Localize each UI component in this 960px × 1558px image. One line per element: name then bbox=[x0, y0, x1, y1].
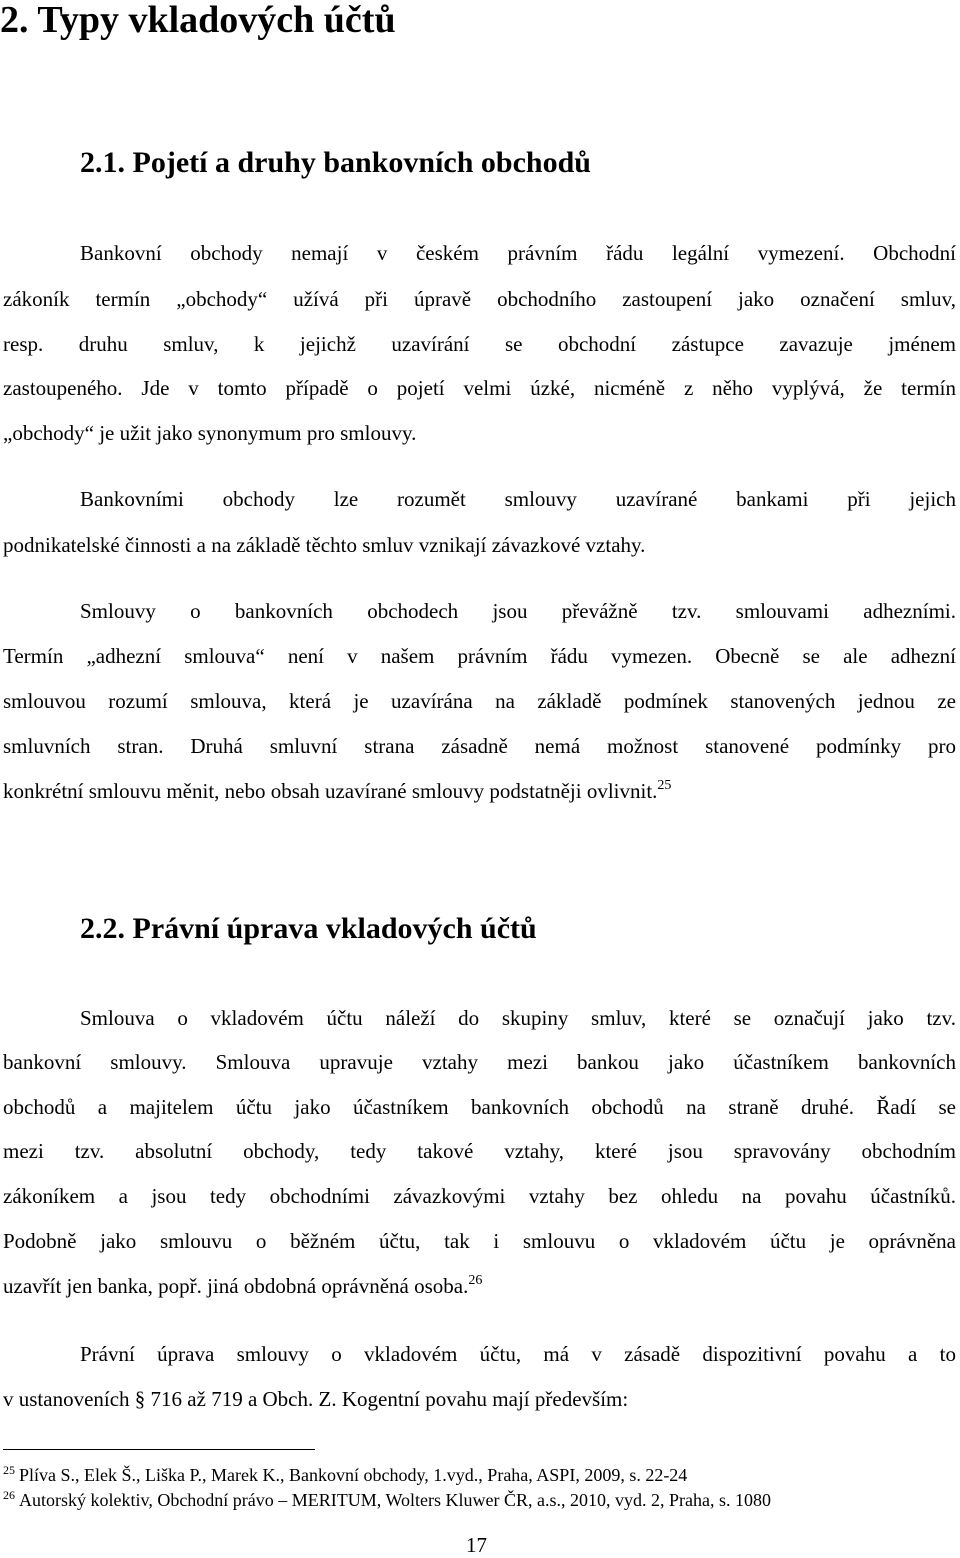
chapter-heading: 2. Typy vkladových účtů bbox=[0, 0, 396, 41]
section-title-2-1: 2.1. Pojetí a druhy bankovních obchodů bbox=[80, 146, 591, 179]
footnote-25 bbox=[3, 1464, 687, 1486]
paragraph-line-with-footnote bbox=[3, 777, 956, 805]
paragraph-line: Smlouvy o bankovních obchodech jsou převážně tzv. smlouvami adhezními. bbox=[80, 599, 956, 623]
page-number: 17 bbox=[466, 1533, 487, 1557]
footnote-number: 26 bbox=[3, 1488, 15, 1502]
paragraph-line: resp. druhu smluv, k jejichž uzavírání se obchodní zástupce zavazuje jménem bbox=[3, 332, 956, 356]
paragraph-line-with-footnote bbox=[3, 1272, 956, 1300]
paragraph-line: Právní úprava smlouvy o vkladovém účtu, má v zásadě dispozitivní povahu a to bbox=[80, 1342, 956, 1366]
paragraph-line: mezi tzv. absolutní obchody, tedy takové vztahy, které jsou spravovány obchodním bbox=[3, 1139, 956, 1163]
section-title-2-2: 2.2. Právní úprava vkladových účtů bbox=[80, 912, 537, 945]
paragraph-line: Bankovní obchody nemají v českém právním řádu legální vymezení. Obchodní bbox=[80, 241, 956, 265]
paragraph-line: bankovní smlouvy. Smlouva upravuje vztahy mezi bankou jako účastníkem bankovních bbox=[3, 1050, 956, 1074]
paragraph-line: smluvních stran. Druhá smluvní strana zásadně nemá možnost stanovené podmínky pro bbox=[3, 734, 956, 758]
paragraph-line: zákoníkem a jsou tedy obchodními závazkovými vztahy bez ohledu na povahu účastníků. bbox=[3, 1184, 956, 1208]
paragraph-text: konkrétní smlouvu měnit, nebo obsah uzavírané smlouvy podstatněji ovlivnit. bbox=[3, 779, 658, 803]
footnote-text: Plíva S., Elek Š., Liška P., Marek K., Bankovní obchody, 1.vyd., Praha, ASPI, 2009, s. 22-24 bbox=[19, 1465, 688, 1485]
paragraph-text: uzavřít jen banka, popř. jiná obdobná oprávněná osoba. bbox=[3, 1274, 469, 1298]
paragraph-line: „obchody“ je užit jako synonymum pro smlouvy. bbox=[3, 421, 417, 445]
paragraph-line: zastoupeného. Jde v tomto případě o pojetí velmi úzké, nicméně z něho vyplývá, že termín bbox=[3, 376, 956, 400]
paragraph-line: smlouvou rozumí smlouva, která je uzavírána na základě podmínek stanovených jednou ze bbox=[3, 689, 956, 713]
paragraph-line: Podobně jako smlouvu o běžném účtu, tak i smlouvu o vkladovém účtu je oprávněna bbox=[3, 1229, 956, 1253]
paragraph-line: Termín „adhezní smlouva“ není v našem právním řádu vymezen. Obecně se ale adhezní bbox=[3, 644, 956, 668]
paragraph-line: Smlouva o vkladovém účtu náleží do skupiny smluv, které se označují jako tzv. bbox=[80, 1006, 956, 1030]
footnote-separator bbox=[3, 1449, 315, 1450]
paragraph-line: Bankovními obchody lze rozumět smlouvy uzavírané bankami při jejich bbox=[80, 487, 956, 511]
paragraph-line: v ustanoveních § 716 až 719 a Obch. Z. Kogentní povahu mají především: bbox=[3, 1387, 629, 1411]
paragraph-line: obchodů a majitelem účtu jako účastníkem bankovních obchodů na straně druhé. Řadí se bbox=[3, 1095, 956, 1119]
footnote-text: Autorský kolektiv, Obchodní právo – MERITUM, Wolters Kluwer ČR, a.s., 2010, vyd. 2, Praha, s. 1080 bbox=[19, 1490, 771, 1510]
paragraph-line: zákoník termín „obchody“ užívá při úpravě obchodního zastoupení jako označení smluv, bbox=[3, 287, 956, 311]
footnote-reference: 25 bbox=[657, 778, 672, 793]
paragraph-line: podnikatelské činnosti a na základě těchto smluv vznikají závazkové vztahy. bbox=[3, 533, 646, 557]
footnote-26 bbox=[3, 1489, 771, 1511]
footnote-number: 25 bbox=[3, 1463, 15, 1477]
footnote-reference: 26 bbox=[468, 1273, 483, 1288]
